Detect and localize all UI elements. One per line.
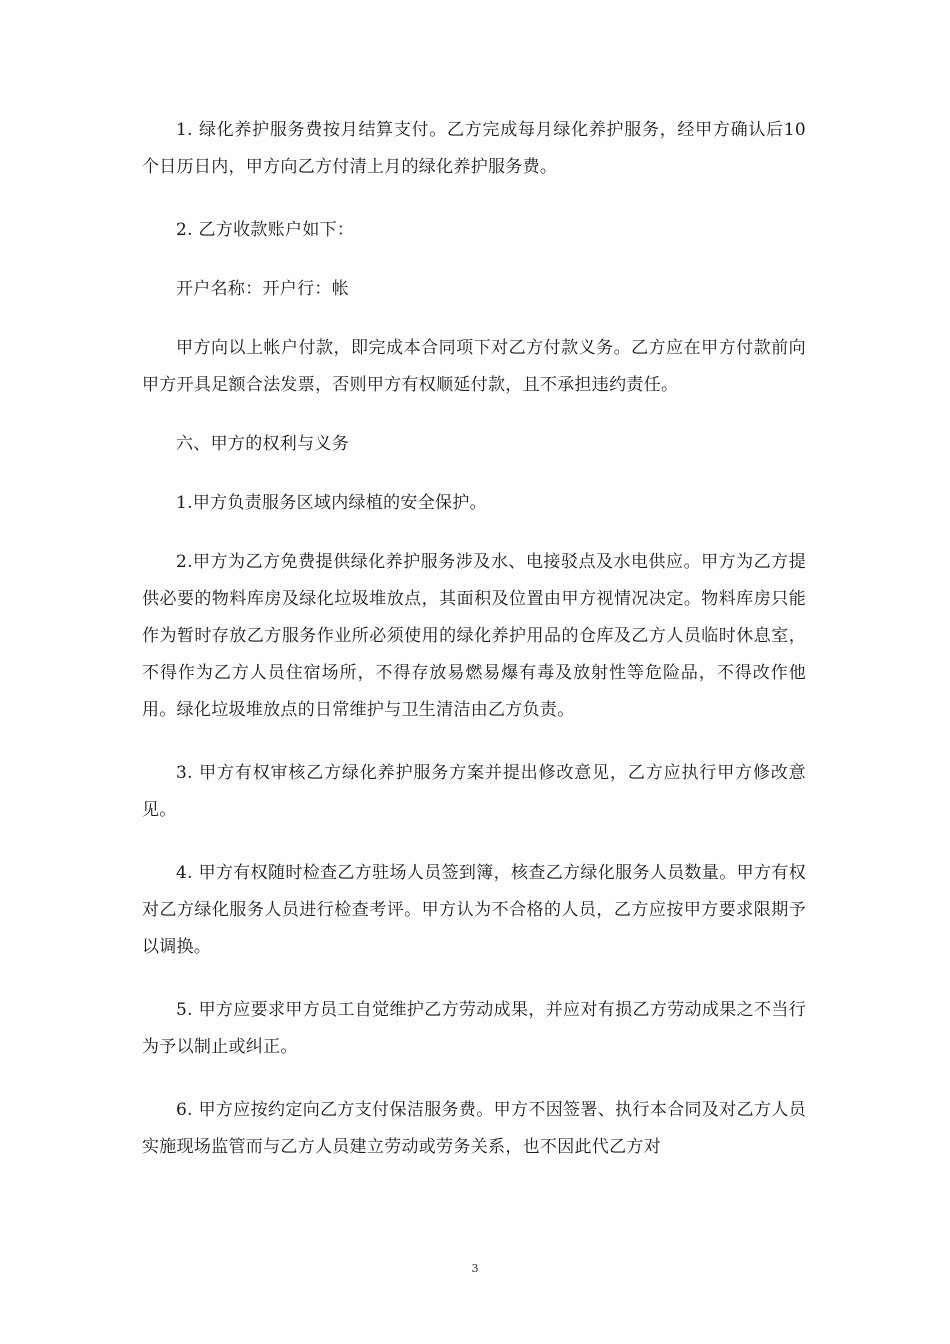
paragraph-account-details: 开户名称：开户行：帐 bbox=[176, 279, 349, 299]
paragraph-item-6: 6. 甲方应按约定向乙方支付保洁服务费。甲方不因签署、执行本合同及对乙方人员实施现场监管而与乙方人员建立劳动或劳务关系，也不因此代乙方对 bbox=[142, 1100, 806, 1157]
document-body bbox=[142, 112, 806, 1166]
paragraph-item-3: 3. 甲方有权审核乙方绿化养护服务方案并提出修改意见，乙方应执行甲方修改意见。 bbox=[142, 763, 806, 820]
paragraph-item-4: 4. 甲方有权随时检查乙方驻场人员签到簿，核查乙方绿化服务人员数量。甲方有权对乙方绿化服务人员进行检查考评。甲方认为不合格的人员，乙方应按甲方要求限期予以调换。 bbox=[142, 863, 806, 957]
paragraph-item-2: 2.甲方为乙方免费提供绿化养护服务涉及水、电接驳点及水电供应。甲方为乙方提供必要的物料库房及绿化垃圾堆放点，其面积及位置由甲方视情况决定。物料库房只能作为暂时存放乙方服务作业所必须使用的绿化养护用品的仓库及乙方人员临时休息室，不得作为乙方人员住宿场所，不得存放易燃易爆有毒及放射性等危险品，不得改作他用。绿化垃圾堆放点的日常维护与卫生清洁由乙方负责。 bbox=[142, 552, 806, 720]
page-number: 3 bbox=[471, 1262, 479, 1275]
paragraph-payment-settlement: 1. 绿化养护服务费按月结算支付。乙方完成每月绿化养护服务，经甲方确认后10个日历日内，甲方向乙方付清上月的绿化养护服务费。 bbox=[142, 120, 806, 177]
paragraph-item-5: 5. 甲方应要求甲方员工自觉维护乙方劳动成果，并应对有损乙方劳动成果之不当行为予以制止或纠正。 bbox=[142, 1000, 806, 1057]
paragraph-account-intro: 2. 乙方收款账户如下： bbox=[176, 220, 355, 240]
paragraph-item-1: 1.甲方负责服务区域内绿植的安全保护。 bbox=[176, 493, 487, 513]
paragraph-payment-obligation: 甲方向以上帐户付款，即完成本合同项下对乙方付款义务。乙方应在甲方付款前向甲方开具足额合法发票，否则甲方有权顺延付款，且不承担违约责任。 bbox=[142, 338, 806, 395]
section-heading-party-a-rights: 六、甲方的权利与义务 bbox=[176, 434, 349, 454]
